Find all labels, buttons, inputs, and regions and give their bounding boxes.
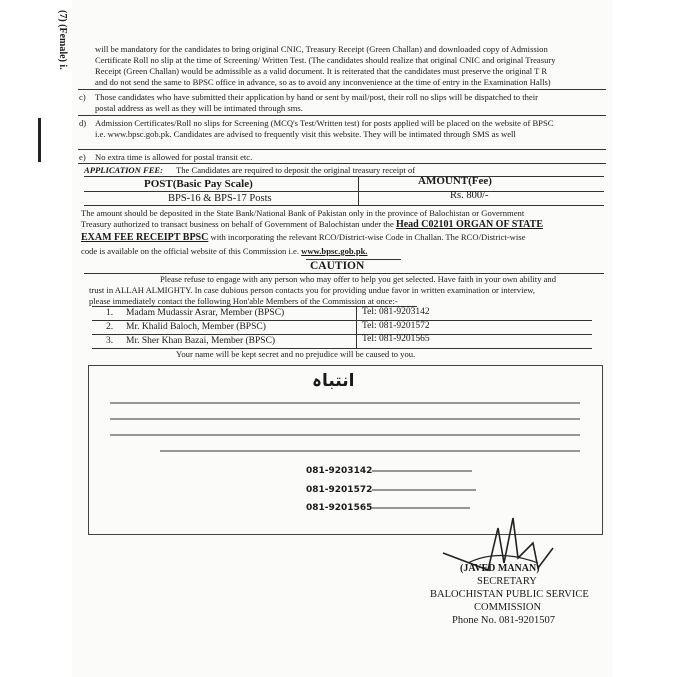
urdu-text-line (110, 434, 580, 436)
signatory-phone: Phone No. 081-9201507 (452, 615, 555, 626)
website-link[interactable]: www.bpsc.gob.pk. (301, 246, 368, 256)
member-2-tel: Tel: 081-9201572 (362, 321, 430, 331)
caution-line2: trust in ALLAH ALMIGHTY. In case dubious person contacts you for providing undue favor in written examination or interview, (89, 285, 536, 295)
para-c-number: c) (79, 92, 86, 102)
members-table-divider (356, 306, 357, 348)
urdu-member-1 (372, 470, 472, 472)
deposit-line4 (81, 246, 368, 256)
urdu-phone-3: 081-9201565 (306, 503, 373, 513)
fee-col1-value: BPS-16 & BPS-17 Posts (168, 193, 272, 204)
urdu-text-line (110, 402, 580, 404)
urdu-phone-1: 081-9203142 (306, 466, 373, 476)
side-label: (7) (Female) i. (57, 10, 68, 70)
caution-line3: please immediately contact the following Hon'able Members of the Commission at once:- (89, 296, 398, 306)
left-margin (0, 0, 70, 677)
para-b-line3: Receipt (Green Challan) would be admissible as a valid document. It is reiterated that the candidates must preserve the original T R (95, 66, 548, 76)
caution-line1: Please refuse to engage with any person who may offer to help you get selected. Have faith in your own ability and (160, 274, 556, 284)
member-3-name: Mr. Sher Khan Bazai, Member (BPSC) (126, 336, 276, 346)
deposit-line3 (81, 232, 525, 243)
fee-col2-value: Rs. 800/- (450, 190, 489, 201)
member-1-number: 1. (106, 308, 114, 318)
caution-title: CAUTION (310, 260, 365, 272)
deposit-line2 (81, 219, 543, 230)
divider (78, 115, 606, 116)
para-b-line4: and do not send the same to BPSC office in advance, so as to avoid any inconvenience at the time of entry in the Examination Halls) (95, 77, 551, 87)
urdu-member-2 (372, 489, 476, 491)
deposit-line3-text: with incorporating the relevant RCO/District-wise Code in Challan. The RCO/District-wise (208, 232, 526, 242)
para-c-line1: Those candidates who have submitted their application by hand or sent by mail/post, their roll no slips will be dispatched to their (95, 92, 538, 102)
fee-table-bottom (84, 205, 604, 206)
members-table-line (92, 334, 592, 335)
fee-col2-header: AMOUNT(Fee) (418, 175, 492, 187)
member-2-name: Mr. Khalid Baloch, Member (BPSC) (126, 322, 266, 332)
divider (78, 149, 606, 150)
divider (78, 89, 606, 90)
para-e-line1: No extra time is allowed for postal transit etc. (95, 152, 253, 162)
deposit-line2-text: Treasury authorized to transact business on behalf of Government of Balochistan under the (81, 219, 396, 229)
caution-footer: Your name will be kept secret and no prejudice will be caused to you. (176, 349, 416, 359)
fee-label: APPLICATION FEE: (84, 165, 164, 175)
signatory-designation: SECRETARY (477, 576, 537, 587)
member-3-number: 3. (106, 336, 114, 346)
member-2-number: 2. (106, 322, 114, 332)
para-d-line2: i.e. www.bpsc.gob.pk. Candidates are advised to frequently visit this website. They will be intimated through SMS as well (95, 129, 516, 139)
para-b-line2: Certificate Roll no slip at the time of Screening/ Written Test. (The candidates should realize that original CNIC and original Treasury (95, 55, 556, 65)
deposit-head-code: Head C02101 ORGAN OF STATE (395, 219, 543, 230)
para-d-line1: Admission Certificates/Roll no slips for Screening (MCQ's Test/Written test) for posts applied will be placed on the website of BPSC (95, 118, 554, 128)
para-b-line1: will be mandatory for the candidates to bring original CNIC, Treasury Receipt (Green Challan) and downloaded copy of Admission (95, 44, 548, 54)
fee-table-divider (358, 176, 359, 205)
members-table-line (92, 320, 592, 321)
urdu-phone-2: 081-9201572 (306, 485, 373, 495)
deposit-receipt-label: EXAM FEE RECEIPT BPSC (81, 232, 209, 243)
signatory-name: (JAVED MANAN) (460, 563, 540, 574)
para-c-line2: postal address as well as they will be intimated through sms. (95, 103, 303, 113)
margin-mark (38, 118, 41, 162)
fee-table-mid (84, 191, 604, 192)
para-d-number: d) (79, 118, 87, 128)
urdu-text-line (110, 418, 580, 420)
signatory-org-line2: COMMISSION (474, 602, 542, 613)
divider (78, 163, 606, 164)
signatory-org-line1: BALOCHISTAN PUBLIC SERVICE (430, 589, 589, 600)
deposit-line1: The amount should be deposited in the State Bank/National Bank of Pakistan only in the province of Balochistan or Government (81, 208, 525, 218)
member-3-tel: Tel: 081-9201565 (362, 334, 430, 344)
urdu-text-line (160, 450, 580, 452)
fee-col1-header: POST(Basic Pay Scale) (144, 178, 253, 190)
fee-text: The Candidates are required to deposit the original treasury receipt of (176, 165, 416, 175)
urdu-title: انتباہ (312, 371, 355, 391)
member-1-tel: Tel: 081-9203142 (362, 307, 430, 317)
member-1-name: Madam Mudassir Asrar, Member (BPSC) (126, 308, 285, 318)
deposit-line4-text: code is available on the official website of this Commission i.e. (81, 246, 302, 256)
para-e-number: e) (79, 152, 86, 162)
fee-table-top (84, 176, 604, 177)
